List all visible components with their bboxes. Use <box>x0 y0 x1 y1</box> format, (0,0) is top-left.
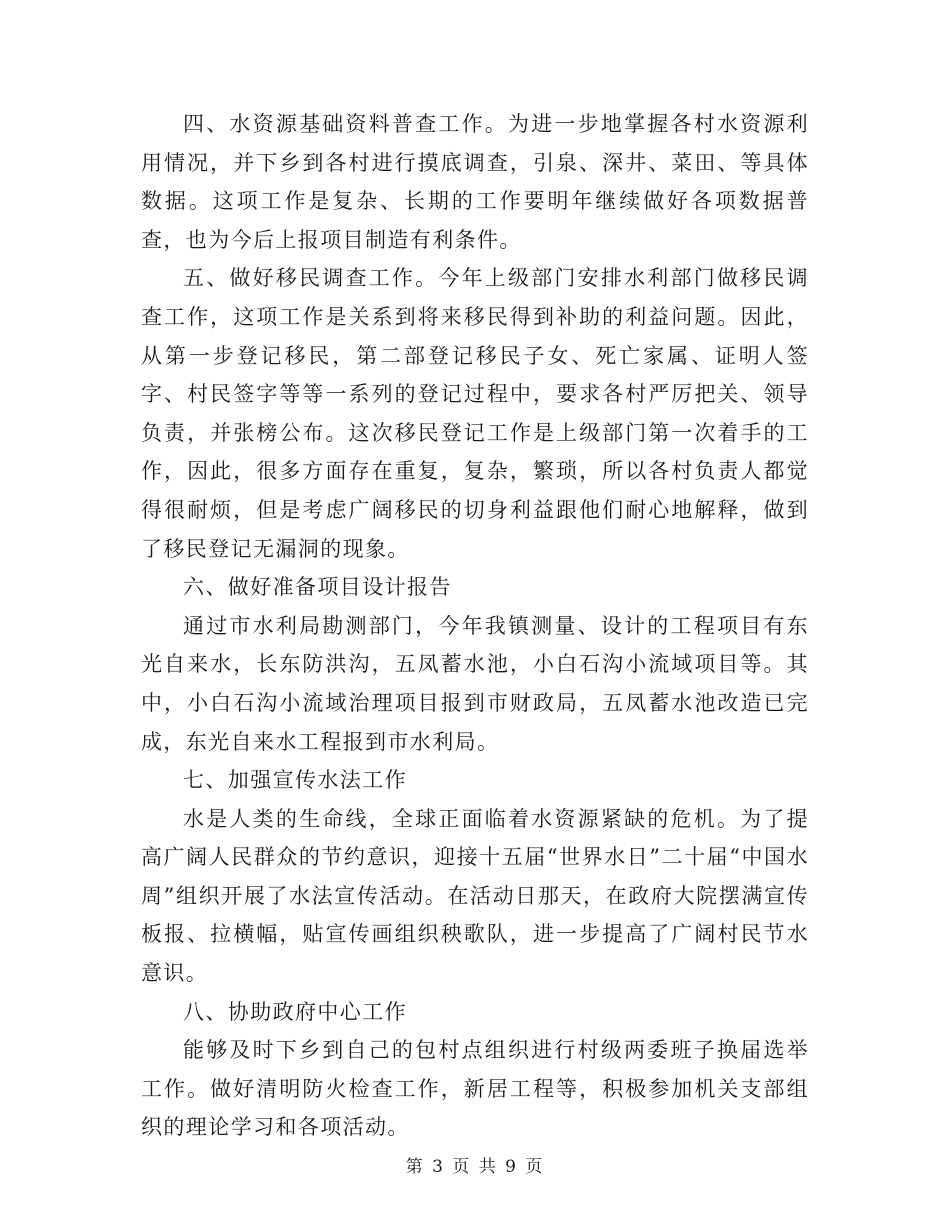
paragraph-section-5: 五、做好移民调查工作。今年上级部门安排水利部门做移民调查工作，这项工作是关系到将来移民得到补助的利益问题。因此，从第一步登记移民，第二部登记移民子女、死亡家属、证明人签字、村民签字等等一系列的登记过程中，要求各村严厉把关、领导负责，并张榜公布。这次移民登记工作是上级部门第一次着手的工作，因此，很多方面存在重复，复杂，繁琐，所以各村负责人都觉得很耐烦，但是考虑广阔移民的切身利益跟他们耐心地解释，做到了移民登记无漏洞的现象。 <box>141 266 809 561</box>
heading-section-8: 八、协助政府中心工作 <box>183 999 407 1024</box>
paragraph-section-8-body: 能够及时下乡到自己的包村点组织进行村级两委班子换届选举工作。做好清明防火检查工作，新居工程等，积极参加机关支部组织的理论学习和各项活动。 <box>141 1038 809 1140</box>
paragraph-section-6-body: 通过市水利局勘测部门，今年我镇测量、设计的工程项目有东光自来水，长东防洪沟，五凤蓄水池，小白石沟小流域项目等。其中，小白石沟小流域治理项目报到市财政局，五凤蓄水池改造已完成，东光自来水工程报到市水利局。 <box>141 613 809 754</box>
heading-section-6: 六、做好准备项目设计报告 <box>183 575 452 600</box>
paragraph-section-4: 四、水资源基础资料普查工作。为进一步地掌握各村水资源利用情况，并下乡到各村进行摸底调查，引泉、深井、菜田、等具体数据。这项工作是复杂、长期的工作要明年继续做好各项数据普查，也为今后上报项目制造有利条件。 <box>141 112 809 252</box>
paragraph-section-7-body: 水是人类的生命线，全球正面临着水资源紧缺的危机。为了提高广阔人民群众的节约意识，迎接十五届“世界水日”二十届“中国水周”组织开展了水法宣传活动。在活动日那天，在政府大院摆满宣传板报、拉横幅，贴宣传画组织秧歌队，进一步提高了广阔村民节水意识。 <box>141 806 809 986</box>
document-body <box>141 105 809 1147</box>
heading-section-7: 七、加强宣传水法工作 <box>183 768 407 793</box>
page-number-footer: 第 3 页 共 9 页 <box>405 1157 545 1177</box>
